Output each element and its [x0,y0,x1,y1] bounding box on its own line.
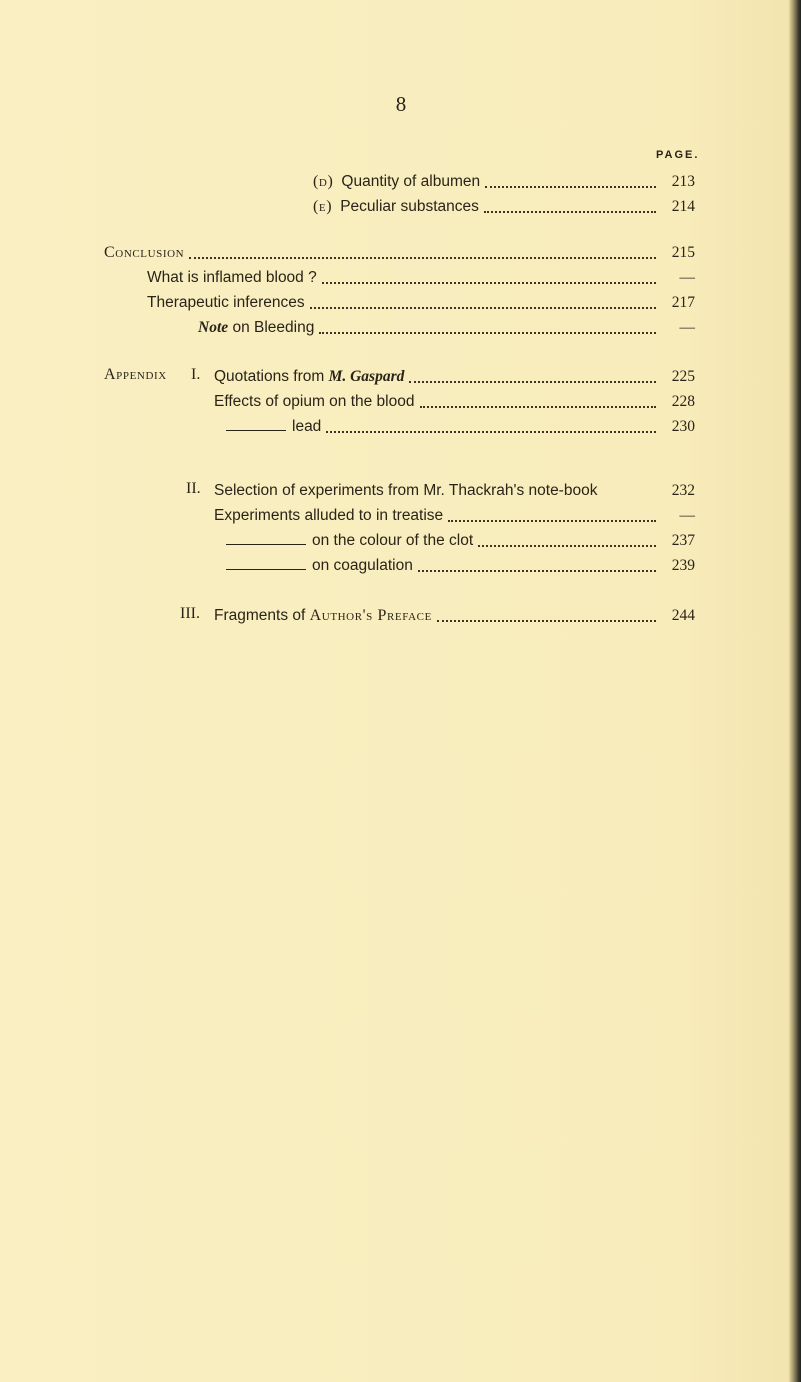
entry-title: Effects of opium on the blood [214,393,415,410]
entry-prefix: (d) [313,173,334,190]
entry-page: 244 [671,607,695,624]
toc-entry-lead [226,416,695,438]
entry-title: Experiments alluded to in treatise [214,507,444,524]
entry-title: on the colour of the clot [312,532,474,549]
entry-page: 232 [671,482,695,499]
appendix-numeral-3: III. [180,605,200,622]
leader-dots [485,186,656,188]
toc-entry-conclusion [104,242,695,264]
leader-dots [484,211,656,213]
leader-dots [478,545,656,547]
leader-dots [326,431,656,433]
leader-dots [310,307,656,309]
entry-page: — [679,269,695,286]
ditto-rule [226,569,306,570]
toc-entry-coagulation [226,555,695,577]
toc-entry-inflamed-blood [147,267,695,289]
appendix-numeral-2: II. [186,480,201,497]
toc-entry-fragments-preface [214,605,695,627]
leader-dots [409,381,656,383]
entry-page: 217 [671,294,695,311]
toc-entry-therapeutic-inferences [147,292,695,314]
entry-title: Conclusion [104,244,185,261]
entry-title: Peculiar substances [340,198,479,215]
book-edge [789,0,801,1382]
entry-title-rest: on Bleeding [228,319,315,336]
entry-title-smallcaps: Author's Preface [309,607,432,624]
toc-entry-quantity-albumen [313,171,695,193]
entry-title: lead [292,418,322,435]
entry-page: 213 [671,173,695,190]
toc-entry-experiments-alluded [214,505,695,527]
entry-title: Selection of experiments from Mr. Thackrah's note-book [214,482,598,499]
toc-entry-quotations-gaspard [214,366,695,388]
toc-entry-selection-experiments [214,480,695,502]
leader-dots [189,257,656,259]
entry-page: 225 [671,368,695,385]
entry-title-italic: Note [198,319,229,336]
entry-page: 228 [671,393,695,410]
leader-dots [319,332,656,334]
entry-title: Fragments of [214,607,310,624]
page-number: 8 [395,92,407,116]
ditto-rule [226,430,286,431]
entry-title: Quantity of albumen [341,173,481,190]
entry-title: Quotations from [214,368,329,385]
page-column-label: PAGE. [656,149,700,161]
toc-entry-colour-clot [226,530,695,552]
entry-title: Therapeutic inferences [147,294,305,311]
entry-title-italic: M. Gaspard [328,368,405,385]
toc-entry-opium [214,391,695,413]
entry-page: — [679,507,695,524]
entry-page: 214 [671,198,695,215]
entry-title: on coagulation [312,557,413,574]
entry-page: 239 [671,557,695,574]
leader-dots [322,282,656,284]
leader-dots [420,406,657,408]
toc-entry-peculiar-substances [313,196,695,218]
ditto-rule [226,544,306,545]
leader-dots [437,620,656,622]
leader-dots [448,520,656,522]
entry-title: What is inflamed blood ? [147,269,317,286]
entry-page: — [679,319,695,336]
appendix-numeral-1: I. [191,366,201,383]
entry-page: 230 [671,418,695,435]
entry-page: 237 [671,532,695,549]
entry-prefix: (e) [313,198,333,215]
appendix-label: Appendix [104,366,167,383]
leader-dots [418,570,656,572]
toc-entry-note-bleeding [198,317,695,339]
entry-page: 215 [671,244,695,261]
